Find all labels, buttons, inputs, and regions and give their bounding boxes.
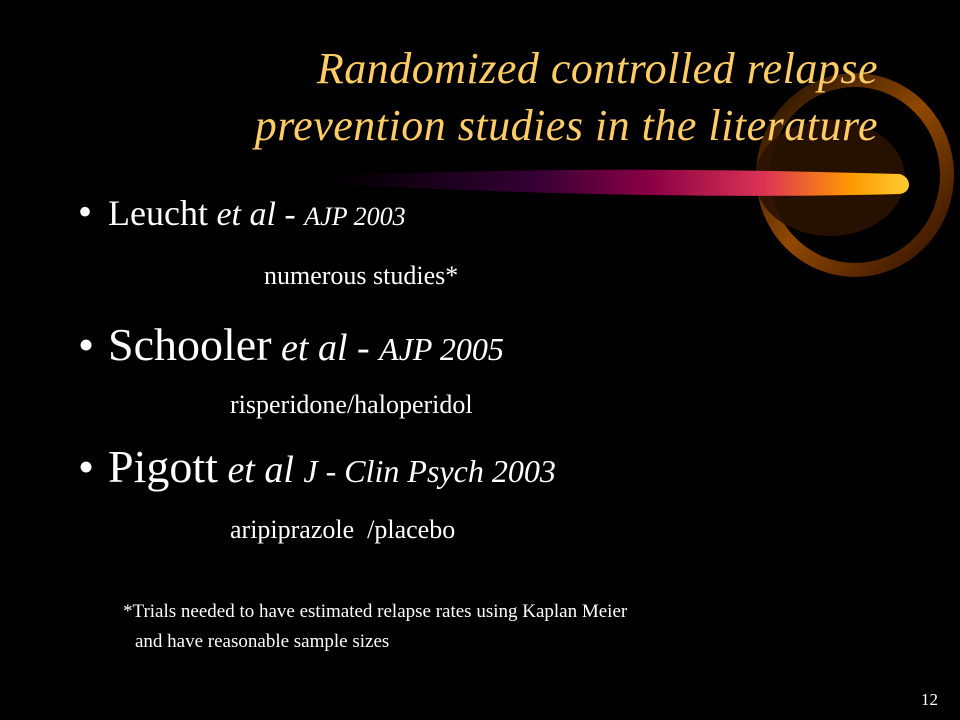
bullet-schooler xyxy=(78,318,504,371)
journal: AJP 2005 xyxy=(379,331,504,367)
detail-pigott: aripiprazole /placebo xyxy=(230,515,456,544)
bullet-marker: • xyxy=(78,441,95,492)
author-name: Leucht xyxy=(108,193,208,233)
et-al: et al - xyxy=(207,196,305,233)
footnote-line-1: *Trials needed to have estimated relapse rates using Kaplan Meier xyxy=(123,601,628,622)
et-al: et al xyxy=(217,449,304,491)
bullet-marker: • xyxy=(78,319,95,370)
author-name: Schooler xyxy=(108,319,272,370)
footnote xyxy=(123,597,627,657)
author-name: Pigott xyxy=(108,441,218,492)
journal: AJP 2003 xyxy=(304,202,406,231)
bullet-leucht xyxy=(78,188,406,235)
title-line-2: prevention studies in the literature xyxy=(254,101,878,150)
bullet-pigott xyxy=(78,440,556,493)
slide-title xyxy=(78,40,878,154)
detail-leucht: numerous studies* xyxy=(264,261,459,290)
journal: J - Clin Psych 2003 xyxy=(303,453,556,489)
page-number: 12 xyxy=(921,690,938,709)
et-al: et al - xyxy=(271,327,380,369)
title-line-1: Randomized controlled relapse xyxy=(316,44,878,93)
footnote-line-2: and have reasonable sample sizes xyxy=(135,631,390,652)
bullet-marker: • xyxy=(78,189,93,234)
detail-schooler: risperidone/haloperidol xyxy=(230,390,473,419)
